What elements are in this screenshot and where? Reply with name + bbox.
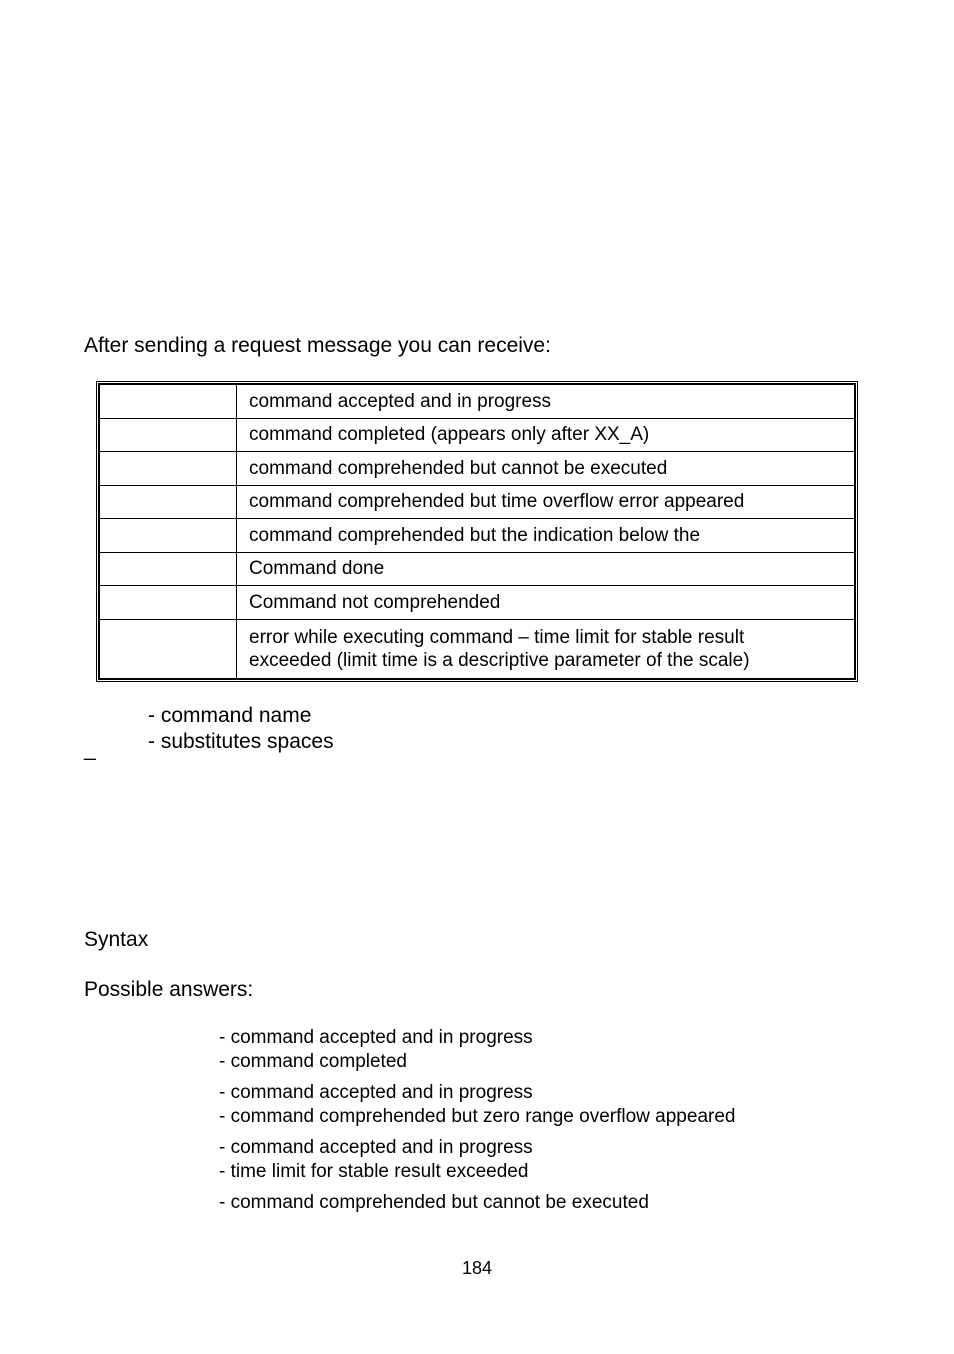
response-code — [100, 552, 237, 586]
legend-text: - substitutes spaces — [148, 730, 334, 753]
intro-text: After sending a request message you can receive: — [84, 334, 551, 357]
answer-line: - command accepted and in progress — [219, 1137, 533, 1158]
table-row — [100, 519, 855, 553]
answer-group — [219, 1136, 735, 1184]
legend-text: - command name — [148, 704, 312, 727]
response-code — [100, 452, 237, 486]
description-line: error while executing command – time limit for stable result — [249, 626, 745, 648]
response-code — [100, 485, 237, 519]
response-description: command accepted and in progress — [237, 385, 855, 419]
possible-answers-label: Possible answers: — [84, 978, 254, 1001]
response-description: command comprehended but time overflow error appeared — [237, 485, 855, 519]
response-code — [100, 519, 237, 553]
page-number: 184 — [461, 1258, 493, 1278]
response-description: Command not comprehended — [237, 586, 855, 620]
answer-line: - command accepted and in progress — [219, 1082, 533, 1103]
response-code — [100, 619, 237, 678]
answer-line: - command comprehended but cannot be executed — [219, 1192, 649, 1213]
legend — [84, 703, 334, 761]
answer-line: - command comprehended but zero range overflow appeared — [219, 1106, 736, 1127]
answer-group — [219, 1081, 735, 1129]
response-code — [100, 418, 237, 452]
response-description: command comprehended but cannot be executed — [237, 452, 855, 486]
legend-symbol — [84, 703, 148, 729]
table-row — [100, 452, 855, 486]
response-description: command completed (appears only after XX_A) — [237, 418, 855, 452]
response-description: command comprehended but the indication below the — [237, 519, 855, 553]
response-code — [100, 385, 237, 419]
answers-list — [219, 1026, 735, 1222]
table-row — [100, 586, 855, 620]
response-code — [100, 586, 237, 620]
table-row — [100, 418, 855, 452]
answer-line: - time limit for stable result exceeded — [219, 1161, 529, 1182]
table-row — [100, 552, 855, 586]
response-table — [96, 381, 858, 682]
legend-symbol: _ — [84, 738, 96, 761]
table-row — [100, 485, 855, 519]
response-description — [237, 619, 855, 678]
answer-group — [219, 1026, 735, 1074]
description-line: exceeded (limit time is a descriptive parameter of the scale) — [249, 649, 750, 671]
legend-item — [84, 729, 334, 761]
legend-item — [84, 703, 334, 729]
table-row — [100, 385, 855, 419]
table-row — [100, 619, 855, 678]
answer-group — [219, 1191, 735, 1215]
answer-line: - command completed — [219, 1051, 407, 1072]
response-description: Command done — [237, 552, 855, 586]
syntax-label: Syntax — [84, 928, 149, 951]
answer-line: - command accepted and in progress — [219, 1027, 533, 1048]
